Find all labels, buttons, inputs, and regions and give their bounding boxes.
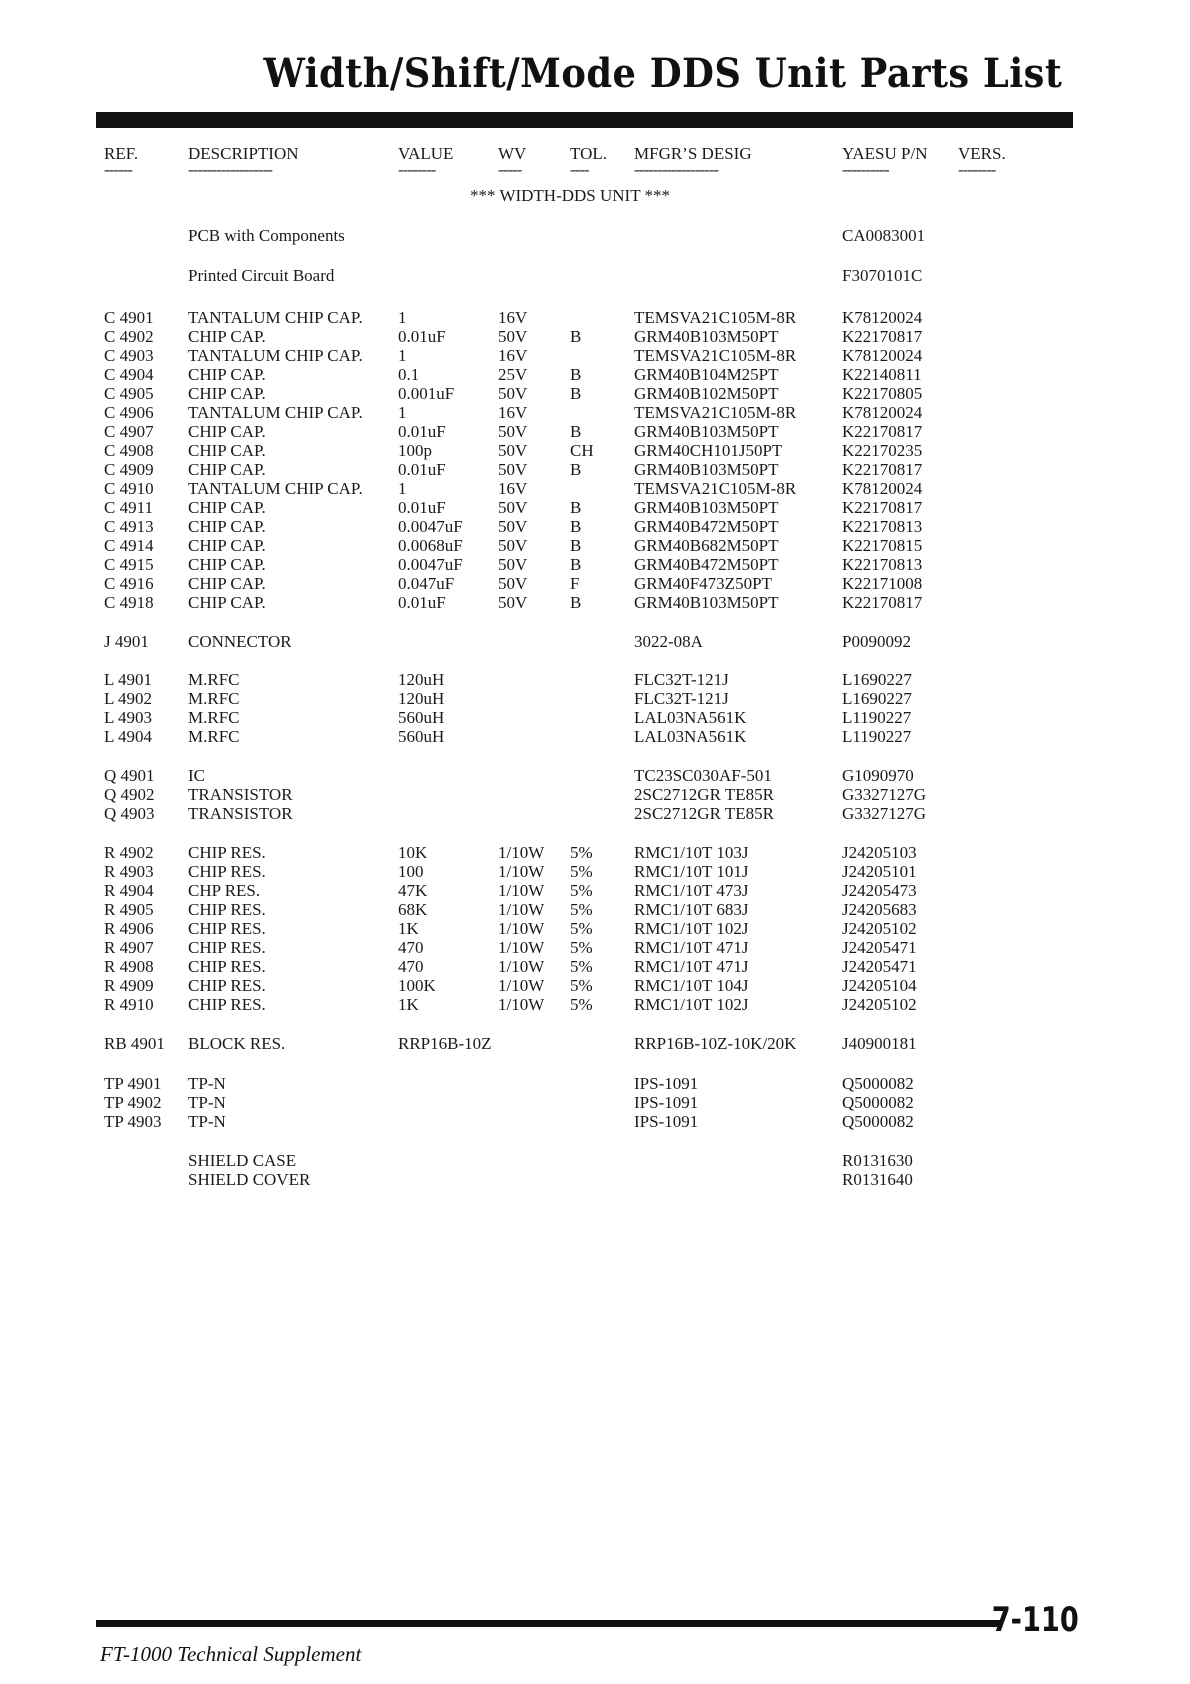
cell-ref: C 4901: [104, 308, 154, 327]
cell-mfgr: GRM40B472M50PT: [634, 517, 779, 536]
cell-tol: B: [570, 517, 582, 536]
cell-mfgr: GRM40B104M25PT: [634, 365, 779, 384]
cell-tol: 5%: [570, 919, 593, 938]
cell-ref: L 4904: [104, 727, 153, 746]
cell-val: 120uH: [398, 689, 445, 708]
cell-val: 0.01uF: [398, 498, 446, 517]
cell-ref: C 4902: [104, 327, 154, 346]
cell-mfgr: FLC32T-121J: [634, 689, 729, 708]
section-title: *** WIDTH-DDS UNIT ***: [470, 186, 671, 205]
cell-desc: CHIP CAP.: [188, 422, 266, 441]
cell-wv: 1/10W: [498, 900, 545, 919]
cell-yaesu: K22170813: [842, 517, 923, 536]
cell-ref: C 4915: [104, 555, 154, 574]
cell-yaesu: Q5000082: [842, 1112, 914, 1131]
cell-desc: TANTALUM CHIP CAP.: [188, 346, 363, 365]
cell-desc: CHIP CAP.: [188, 498, 266, 517]
table-row: [104, 1093, 1064, 1113]
cell-yaesu: R0131630: [842, 1151, 913, 1170]
cell-mfgr: GRM40B682M50PT: [634, 536, 779, 555]
cell-desc: CHIP RES.: [188, 919, 266, 938]
table-row: [104, 957, 1064, 977]
cell-tol: 5%: [570, 938, 593, 957]
cell-val: 1: [398, 308, 407, 327]
cell-wv: 50V: [498, 555, 528, 574]
cell-mfgr: TEMSVA21C105M-8R: [634, 403, 797, 422]
dash-vers: --------: [958, 160, 996, 179]
cell-wv: 1/10W: [498, 957, 545, 976]
table-row: [104, 1034, 1064, 1054]
header-yaesu: YAESU P/N: [842, 144, 928, 163]
table-row: [104, 266, 1064, 286]
cell-ref: Q 4902: [104, 785, 155, 804]
header-ref: REF.: [104, 144, 139, 163]
cell-yaesu: G1090970: [842, 766, 914, 785]
cell-yaesu: L1190227: [842, 727, 912, 746]
table-row: [104, 555, 1064, 575]
cell-yaesu: K78120024: [842, 308, 923, 327]
cell-desc: CHIP RES.: [188, 862, 266, 881]
cell-ref: C 4910: [104, 479, 154, 498]
cell-mfgr: GRM40B472M50PT: [634, 555, 779, 574]
cell-desc: CHIP RES.: [188, 843, 266, 862]
cell-wv: 50V: [498, 460, 528, 479]
cell-tol: B: [570, 384, 582, 403]
cell-yaesu: J24205683: [842, 900, 917, 919]
cell-mfgr: IPS-1091: [634, 1112, 699, 1131]
cell-desc: CHIP CAP.: [188, 574, 266, 593]
cell-ref: R 4910: [104, 995, 154, 1014]
cell-mfgr: 3022-08A: [634, 632, 703, 651]
footer-text: FT-1000 Technical Supplement: [100, 1642, 362, 1666]
cell-mfgr: IPS-1091: [634, 1093, 699, 1112]
dash-value: --------: [398, 160, 436, 179]
cell-mfgr: GRM40B103M50PT: [634, 593, 779, 612]
dash-ref: ------: [104, 160, 132, 179]
cell-tol: B: [570, 536, 582, 555]
cell-wv: 1/10W: [498, 995, 545, 1014]
cell-tol: 5%: [570, 881, 593, 900]
cell-mfgr: TEMSVA21C105M-8R: [634, 346, 797, 365]
cell-mfgr: RRP16B-10Z-10K/20K: [634, 1034, 797, 1053]
cell-desc: M.RFC: [188, 689, 240, 708]
cell-ref: R 4903: [104, 862, 154, 881]
cell-yaesu: P0090092: [842, 632, 911, 651]
cell-tol: F: [570, 574, 580, 593]
header-mfgr: MFGR’S DESIG: [634, 144, 752, 163]
cell-wv: 1/10W: [498, 843, 545, 862]
cell-ref: C 4914: [104, 536, 154, 555]
cell-val: 10K: [398, 843, 428, 862]
cell-desc: CHIP CAP.: [188, 460, 266, 479]
cell-tol: 5%: [570, 900, 593, 919]
cell-yaesu: R0131640: [842, 1170, 913, 1189]
cell-desc: M.RFC: [188, 727, 240, 746]
cell-desc: Printed Circuit Board: [188, 266, 335, 285]
cell-ref: L 4902: [104, 689, 153, 708]
cell-desc: TP-N: [188, 1112, 226, 1131]
cell-ref: C 4907: [104, 422, 154, 441]
table-row: [104, 403, 1064, 423]
cell-yaesu: K78120024: [842, 479, 923, 498]
cell-mfgr: RMC1/10T 103J: [634, 843, 749, 862]
table-row: [104, 862, 1064, 882]
cell-ref: C 4909: [104, 460, 154, 479]
cell-desc: CHIP CAP.: [188, 441, 266, 460]
cell-desc: CHP RES.: [188, 881, 261, 900]
header-vers: VERS.: [958, 144, 1006, 163]
cell-desc: BLOCK RES.: [188, 1034, 286, 1053]
table-row: [104, 479, 1064, 499]
cell-val: 1K: [398, 995, 419, 1014]
cell-desc: PCB with Components: [188, 226, 345, 245]
cell-ref: R 4904: [104, 881, 154, 900]
cell-tol: B: [570, 327, 582, 346]
table-row: [104, 460, 1064, 480]
cell-desc: CHIP CAP.: [188, 555, 266, 574]
cell-desc: SHIELD CASE: [188, 1151, 297, 1170]
cell-tol: 5%: [570, 976, 593, 995]
header-wv: WV: [498, 144, 527, 163]
table-row: [104, 308, 1064, 328]
cell-mfgr: RMC1/10T 102J: [634, 919, 749, 938]
table-row: [104, 346, 1064, 366]
table-row: [104, 995, 1064, 1015]
cell-wv: 1/10W: [498, 919, 545, 938]
cell-yaesu: K22170817: [842, 327, 923, 346]
cell-val: RRP16B-10Z: [398, 1034, 492, 1053]
cell-desc: CHIP CAP.: [188, 384, 266, 403]
table-row: [104, 1170, 1064, 1190]
cell-yaesu: L1690227: [842, 689, 912, 708]
cell-val: 120uH: [398, 670, 445, 689]
cell-desc: SHIELD COVER: [188, 1170, 311, 1189]
cell-yaesu: J24205471: [842, 957, 917, 976]
cell-desc: M.RFC: [188, 708, 240, 727]
table-row: [104, 900, 1064, 920]
cell-yaesu: G3327127G: [842, 804, 927, 823]
cell-mfgr: GRM40B102M50PT: [634, 384, 779, 403]
cell-yaesu: J24205104: [842, 976, 917, 995]
table-row: [104, 384, 1064, 404]
table-row: [104, 1074, 1064, 1094]
cell-ref: TP 4901: [104, 1074, 162, 1093]
cell-mfgr: RMC1/10T 683J: [634, 900, 749, 919]
cell-mfgr: RMC1/10T 471J: [634, 938, 749, 957]
cell-val: 0.01uF: [398, 460, 446, 479]
footer-rule: [96, 1620, 1001, 1627]
cell-wv: 50V: [498, 574, 528, 593]
cell-desc: TP-N: [188, 1093, 226, 1112]
page-title: Width/Shift/Mode DDS Unit Parts List: [263, 50, 1062, 97]
cell-desc: M.RFC: [188, 670, 240, 689]
cell-wv: 16V: [498, 403, 528, 422]
cell-val: 68K: [398, 900, 428, 919]
dash-tol: ----: [570, 160, 589, 179]
cell-tol: 5%: [570, 862, 593, 881]
table-row: [104, 785, 1064, 805]
cell-yaesu: K22170817: [842, 460, 923, 479]
cell-val: 0.0047uF: [398, 555, 463, 574]
cell-ref: R 4908: [104, 957, 154, 976]
cell-ref: R 4902: [104, 843, 154, 862]
table-row: [104, 727, 1064, 747]
cell-mfgr: TEMSVA21C105M-8R: [634, 479, 797, 498]
cell-yaesu: K22171008: [842, 574, 923, 593]
cell-tol: 5%: [570, 995, 593, 1014]
cell-mfgr: GRM40CH101J50PT: [634, 441, 783, 460]
cell-yaesu: Q5000082: [842, 1093, 914, 1112]
cell-val: 0.047uF: [398, 574, 455, 593]
table-row: [104, 441, 1064, 461]
cell-yaesu: CA0083001: [842, 226, 926, 245]
cell-wv: 25V: [498, 365, 528, 384]
cell-tol: CH: [570, 441, 594, 460]
cell-val: 1: [398, 479, 407, 498]
cell-val: 100p: [398, 441, 432, 460]
cell-mfgr: RMC1/10T 471J: [634, 957, 749, 976]
dash-wv: -----: [498, 160, 522, 179]
cell-wv: 1/10W: [498, 976, 545, 995]
cell-val: 100K: [398, 976, 436, 995]
cell-mfgr: FLC32T-121J: [634, 670, 729, 689]
cell-val: 0.01uF: [398, 327, 446, 346]
cell-val: 100: [398, 862, 424, 881]
cell-desc: IC: [188, 766, 205, 785]
cell-wv: 50V: [498, 536, 528, 555]
cell-yaesu: G3327127G: [842, 785, 927, 804]
cell-yaesu: J24205473: [842, 881, 917, 900]
table-row: [104, 708, 1064, 728]
title-rule: [96, 112, 1073, 128]
cell-yaesu: L1690227: [842, 670, 912, 689]
cell-val: 1: [398, 346, 407, 365]
header-value: VALUE: [398, 144, 454, 163]
cell-yaesu: K22170805: [842, 384, 923, 403]
cell-val: 560uH: [398, 727, 445, 746]
cell-mfgr: TEMSVA21C105M-8R: [634, 308, 797, 327]
cell-mfgr: GRM40B103M50PT: [634, 422, 779, 441]
cell-desc: TRANSISTOR: [188, 804, 293, 823]
table-row: [104, 881, 1064, 901]
cell-ref: C 4903: [104, 346, 154, 365]
cell-mfgr: RMC1/10T 101J: [634, 862, 749, 881]
cell-ref: C 4904: [104, 365, 154, 384]
cell-desc: TANTALUM CHIP CAP.: [188, 308, 363, 327]
cell-desc: TANTALUM CHIP CAP.: [188, 479, 363, 498]
cell-yaesu: J24205102: [842, 919, 917, 938]
cell-desc: CONNECTOR: [188, 632, 292, 651]
cell-wv: 50V: [498, 517, 528, 536]
cell-val: 0.001uF: [398, 384, 455, 403]
cell-yaesu: J24205102: [842, 995, 917, 1014]
cell-val: 560uH: [398, 708, 445, 727]
cell-ref: C 4911: [104, 498, 153, 517]
cell-ref: R 4906: [104, 919, 154, 938]
cell-ref: L 4903: [104, 708, 153, 727]
cell-yaesu: J24205103: [842, 843, 917, 862]
cell-wv: 50V: [498, 441, 528, 460]
cell-mfgr: GRM40B103M50PT: [634, 327, 779, 346]
cell-wv: 50V: [498, 593, 528, 612]
header-description: DESCRIPTION: [188, 144, 299, 163]
table-row: [104, 536, 1064, 556]
table-row: [104, 804, 1064, 824]
cell-desc: CHIP RES.: [188, 957, 266, 976]
table-row: [104, 1112, 1064, 1132]
table-row: [104, 843, 1064, 863]
cell-mfgr: RMC1/10T 102J: [634, 995, 749, 1014]
cell-wv: 1/10W: [498, 938, 545, 957]
table-row: [104, 498, 1064, 518]
cell-desc: CHIP CAP.: [188, 327, 266, 346]
cell-yaesu: Q5000082: [842, 1074, 914, 1093]
cell-val: 470: [398, 957, 424, 976]
table-row: [104, 689, 1064, 709]
table-row: [104, 1151, 1064, 1171]
cell-wv: 1/10W: [498, 881, 545, 900]
header-tol: TOL.: [570, 144, 607, 163]
cell-ref: R 4907: [104, 938, 154, 957]
cell-val: 0.01uF: [398, 422, 446, 441]
cell-mfgr: RMC1/10T 473J: [634, 881, 749, 900]
cell-desc: CHIP CAP.: [188, 536, 266, 555]
table-row: [104, 632, 1064, 652]
cell-ref: Q 4901: [104, 766, 155, 785]
cell-yaesu: K22140811: [842, 365, 922, 384]
cell-mfgr: LAL03NA561K: [634, 727, 747, 746]
table-row: [104, 574, 1064, 594]
cell-desc: CHIP RES.: [188, 995, 266, 1014]
table-row: [104, 766, 1064, 786]
table-row: [104, 226, 1064, 246]
cell-desc: CHIP CAP.: [188, 517, 266, 536]
cell-mfgr: IPS-1091: [634, 1074, 699, 1093]
cell-desc: TANTALUM CHIP CAP.: [188, 403, 363, 422]
cell-mfgr: 2SC2712GR TE85R: [634, 804, 774, 823]
cell-mfgr: TC23SC030AF-501: [634, 766, 772, 785]
cell-tol: B: [570, 460, 582, 479]
cell-yaesu: L1190227: [842, 708, 912, 727]
cell-yaesu: K22170817: [842, 593, 923, 612]
cell-wv: 16V: [498, 346, 528, 365]
cell-desc: TP-N: [188, 1074, 226, 1093]
cell-tol: 5%: [570, 957, 593, 976]
cell-yaesu: K78120024: [842, 346, 923, 365]
cell-tol: B: [570, 593, 582, 612]
cell-mfgr: GRM40B103M50PT: [634, 498, 779, 517]
cell-mfgr: 2SC2712GR TE85R: [634, 785, 774, 804]
cell-desc: TRANSISTOR: [188, 785, 293, 804]
cell-ref: C 4913: [104, 517, 154, 536]
cell-ref: J 4901: [104, 632, 149, 651]
cell-ref: R 4909: [104, 976, 154, 995]
cell-desc: CHIP RES.: [188, 900, 266, 919]
cell-ref: C 4906: [104, 403, 154, 422]
cell-tol: B: [570, 365, 582, 384]
table-row: [104, 593, 1064, 613]
cell-yaesu: J24205101: [842, 862, 917, 881]
cell-yaesu: K22170813: [842, 555, 923, 574]
cell-ref: C 4908: [104, 441, 154, 460]
cell-val: 0.0068uF: [398, 536, 463, 555]
dash-description: ------------------: [188, 160, 272, 179]
cell-ref: L 4901: [104, 670, 153, 689]
table-row: [104, 919, 1064, 939]
table-row: [104, 517, 1064, 537]
header-underline: [104, 160, 1064, 179]
table-row: [104, 670, 1064, 690]
table-row: [104, 327, 1064, 347]
cell-wv: 50V: [498, 327, 528, 346]
cell-yaesu: K22170235: [842, 441, 923, 460]
cell-mfgr: GRM40F473Z50PT: [634, 574, 772, 593]
cell-tol: B: [570, 555, 582, 574]
cell-wv: 50V: [498, 422, 528, 441]
cell-yaesu: F3070101C: [842, 266, 923, 285]
cell-val: 0.01uF: [398, 593, 446, 612]
cell-mfgr: RMC1/10T 104J: [634, 976, 749, 995]
cell-ref: C 4905: [104, 384, 154, 403]
cell-tol: B: [570, 422, 582, 441]
cell-val: 0.0047uF: [398, 517, 463, 536]
cell-yaesu: K22170817: [842, 498, 923, 517]
cell-val: 470: [398, 938, 424, 957]
cell-val: 1K: [398, 919, 419, 938]
cell-wv: 50V: [498, 384, 528, 403]
cell-mfgr: LAL03NA561K: [634, 708, 747, 727]
cell-ref: TP 4902: [104, 1093, 162, 1112]
dash-yaesu: ----------: [842, 160, 889, 179]
cell-yaesu: J24205471: [842, 938, 917, 957]
cell-ref: R 4905: [104, 900, 154, 919]
table-row: [104, 365, 1064, 385]
cell-tol: 5%: [570, 843, 593, 862]
cell-wv: 16V: [498, 479, 528, 498]
table-row: [104, 938, 1064, 958]
cell-ref: TP 4903: [104, 1112, 162, 1131]
cell-val: 47K: [398, 881, 428, 900]
cell-wv: 1/10W: [498, 862, 545, 881]
table-row: [104, 976, 1064, 996]
cell-desc: CHIP CAP.: [188, 365, 266, 384]
cell-tol: B: [570, 498, 582, 517]
cell-ref: C 4918: [104, 593, 154, 612]
cell-ref: C 4916: [104, 574, 154, 593]
cell-desc: CHIP RES.: [188, 976, 266, 995]
page-number: 7-110: [992, 1600, 1079, 1640]
cell-wv: 50V: [498, 498, 528, 517]
table-row: [104, 422, 1064, 442]
cell-yaesu: K78120024: [842, 403, 923, 422]
cell-wv: 16V: [498, 308, 528, 327]
dash-mfgr: ------------------: [634, 160, 718, 179]
cell-yaesu: J40900181: [842, 1034, 917, 1053]
cell-mfgr: GRM40B103M50PT: [634, 460, 779, 479]
cell-val: 0.1: [398, 365, 420, 384]
cell-ref: RB 4901: [104, 1034, 165, 1053]
cell-desc: CHIP RES.: [188, 938, 266, 957]
cell-yaesu: K22170817: [842, 422, 923, 441]
cell-yaesu: K22170815: [842, 536, 923, 555]
cell-val: 1: [398, 403, 407, 422]
cell-desc: CHIP CAP.: [188, 593, 266, 612]
cell-ref: Q 4903: [104, 804, 155, 823]
